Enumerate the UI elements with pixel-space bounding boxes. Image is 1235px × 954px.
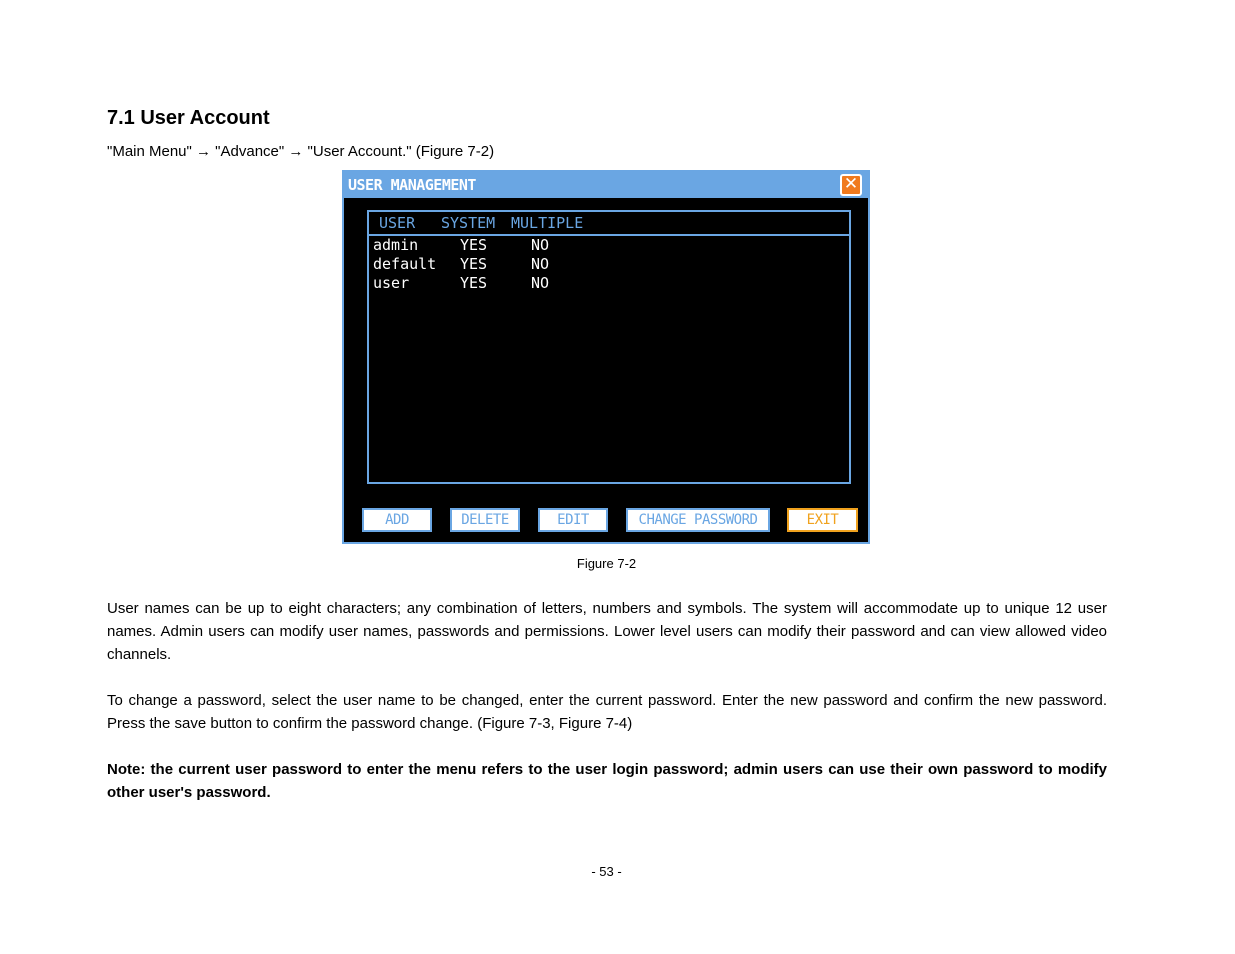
page-number: - 53 - — [591, 864, 622, 879]
screen-titlebar — [344, 172, 868, 198]
user-name: admin — [373, 236, 419, 254]
user-multiple-flag: NO — [531, 274, 550, 292]
user-name: default — [373, 255, 437, 273]
edit-button[interactable]: EDIT — [538, 508, 608, 532]
user-row-user[interactable] — [369, 274, 849, 293]
user-system-flag: YES — [460, 274, 488, 292]
user-system-flag: YES — [460, 236, 488, 254]
section-heading: 7.1 User Account — [107, 107, 270, 129]
user-system-flag: YES — [460, 255, 488, 273]
user-management-screen — [342, 170, 870, 544]
change-password-button[interactable]: CHANGE PASSWORD — [626, 508, 770, 532]
delete-button[interactable]: DELETE — [450, 508, 520, 532]
screen-title: USER MANAGEMENT — [348, 176, 476, 194]
user-row-admin[interactable] — [369, 236, 849, 255]
figure-caption: Figure 7-2 — [576, 556, 637, 571]
exit-button[interactable]: EXIT — [787, 508, 858, 532]
add-button[interactable]: ADD — [362, 508, 432, 532]
note-paragraph: Note: the current user password to enter the menu refers to the user login password; admin users can use their own password to modify other user's password. — [107, 761, 1107, 801]
column-header-user: USER — [379, 214, 416, 232]
column-header-system: SYSTEM — [441, 214, 496, 232]
user-name: user — [373, 274, 410, 292]
paragraph-change-password: To change a password, select the user name to be changed, enter the current password. Enter the new password and confirm the new password. Press the save button to confirm the password change. (Figure 7-3, Figure 7-4) — [107, 692, 1107, 732]
paragraph-user-names: User names can be up to eight characters; any combination of letters, numbers and symbols. The system will accommodate up to unique 12 user names. Admin users can modify user names, passwords and permissions. Lower level users can modify their password and can view allowed video channels. — [107, 600, 1107, 663]
close-icon[interactable]: ✕ — [840, 174, 862, 196]
menu-navigation-path: "Main Menu" → "Advance" → "User Account." (Figure 7-2) — [107, 143, 495, 160]
column-header-multiple: MULTIPLE — [511, 214, 584, 232]
user-list — [367, 210, 851, 484]
user-list-header — [369, 212, 849, 236]
user-row-default[interactable] — [369, 255, 849, 274]
user-multiple-flag: NO — [531, 236, 550, 254]
user-multiple-flag: NO — [531, 255, 550, 273]
